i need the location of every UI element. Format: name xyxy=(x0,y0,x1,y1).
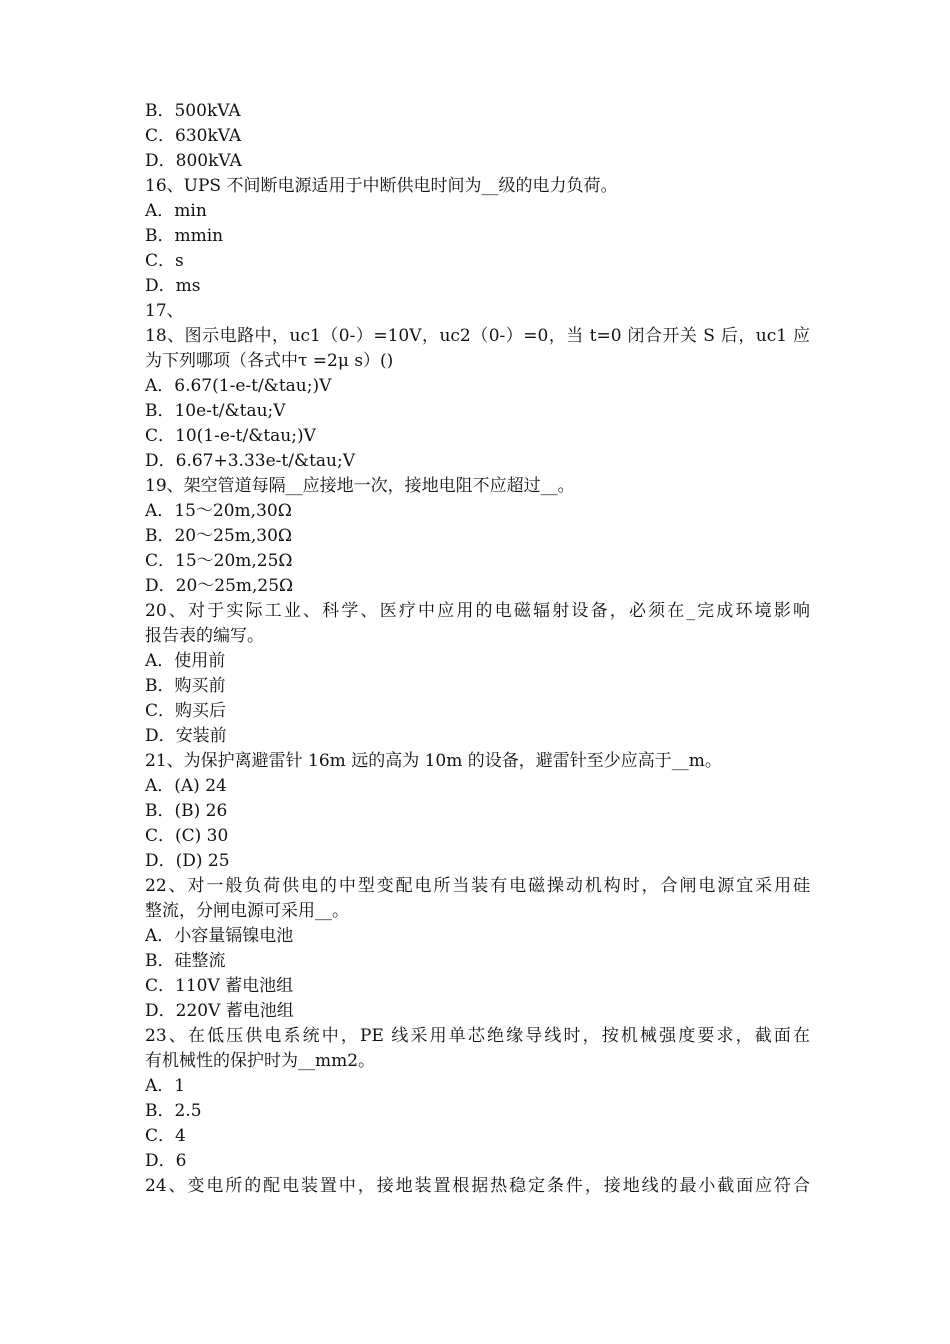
question-20-line-2: 报告表的编写。 xyxy=(145,626,264,646)
option-line: B．购买前 xyxy=(145,676,226,696)
option-line: B．(B) 26 xyxy=(145,801,228,821)
question-16: 16、UPS 不间断电源适用于中断供电时间为__级的电力负荷。 xyxy=(145,176,618,196)
question-20-line-1: 20、对于实际工业、科学、医疗中应用的电磁辐射设备，必须在_完成环境影响 xyxy=(145,601,810,621)
question-22-line-1: 22、对一般负荷供电的中型变配电所当装有电磁操动机构时，合闸电源宜采用硅 xyxy=(145,876,810,896)
option-line: D．20～25m,25Ω xyxy=(145,576,294,596)
option-line: B．10e-t/&tau;V xyxy=(145,401,286,421)
option-line: C．4 xyxy=(145,1126,186,1146)
option-line: C．购买后 xyxy=(145,701,227,721)
question-text-block xyxy=(145,99,810,1199)
option-line: C．630kVA xyxy=(145,126,242,146)
question-23-line-2: 有机械性的保护时为__mm2。 xyxy=(145,1051,376,1071)
option-line: C．15～20m,25Ω xyxy=(145,551,293,571)
option-line: C．110V 蓄电池组 xyxy=(145,976,294,996)
question-19: 19、架空管道每隔__应接地一次，接地电阻不应超过__。 xyxy=(145,476,575,496)
question-18-line-1: 18、图示电路中，uc1（0-）=10V，uc2（0-）=0，当 t=0 闭合开关 S 后，uc1 应 xyxy=(145,326,810,346)
question-23-line-1: 23、在低压供电系统中，PE 线采用单芯绝缘导线时，按机械强度要求，截面在 xyxy=(145,1026,810,1046)
option-line: D．800kVA xyxy=(145,151,242,171)
option-line: D．ms xyxy=(145,276,201,296)
option-line: B．2.5 xyxy=(145,1101,202,1121)
option-line: B．20～25m,30Ω xyxy=(145,526,293,546)
option-line: A．(A) 24 xyxy=(145,776,227,796)
option-line: B．硅整流 xyxy=(145,951,226,971)
option-line: A．6.67(1-e-t/&tau;)V xyxy=(145,376,332,396)
option-line: A．小容量镉镍电池 xyxy=(145,926,294,946)
option-line: A．min xyxy=(145,201,207,221)
option-line: C．10(1-e-t/&tau;)V xyxy=(145,426,316,446)
option-line: D．220V 蓄电池组 xyxy=(145,1001,294,1021)
option-line: D．安装前 xyxy=(145,726,227,746)
question-17: 17、 xyxy=(145,301,184,321)
option-line: B．mmin xyxy=(145,226,224,246)
option-line: B．500kVA xyxy=(145,101,241,121)
option-line: A．使用前 xyxy=(145,651,226,671)
question-22-line-2: 整流，分闸电源可采用__。 xyxy=(145,901,349,921)
option-line: C．(C) 30 xyxy=(145,826,229,846)
question-24-line-1: 24、变电所的配电装置中，接地装置根据热稳定条件，接地线的最小截面应符合 xyxy=(145,1176,810,1196)
option-line: D．(D) 25 xyxy=(145,851,230,871)
option-line: D．6.67+3.33e-t/&tau;V xyxy=(145,451,355,471)
option-line: D．6 xyxy=(145,1151,187,1171)
question-21: 21、为保护离避雷针 16m 远的高为 10m 的设备，避雷针至少应高于__m。 xyxy=(145,751,722,771)
option-line: C．s xyxy=(145,251,184,271)
option-line: A．1 xyxy=(145,1076,186,1096)
question-18-line-2: 为下列哪项（各式中τ =2μ s）() xyxy=(145,351,394,371)
option-line: A．15～20m,30Ω xyxy=(145,501,292,521)
